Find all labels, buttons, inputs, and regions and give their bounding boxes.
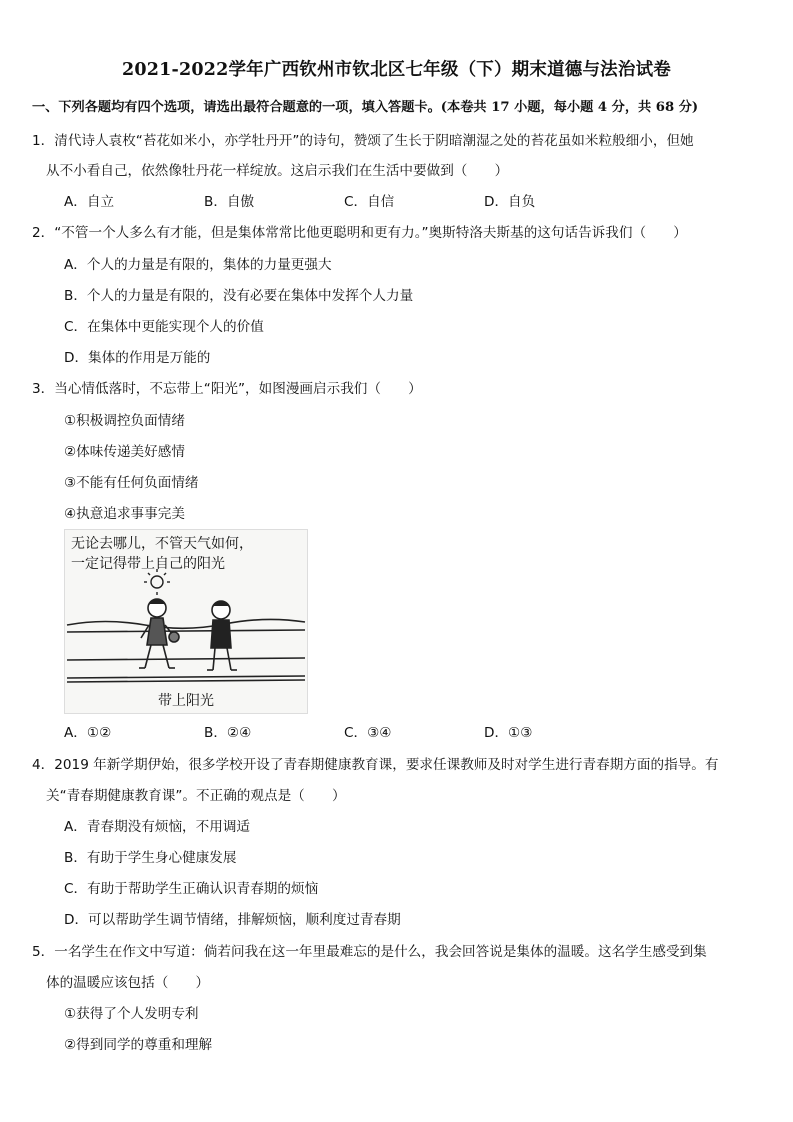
q3-item-2: ②体味传递美好感情 (64, 444, 185, 460)
q3-option-a[interactable]: A．①② (64, 725, 112, 741)
section-header: 一、下列各题均有四个选项，请选出最符合题意的一项，填入答题卡。(本卷共 17 小题，每小题 4 分，共 68 分) (32, 100, 699, 115)
standing-boy-figure (207, 601, 237, 670)
comic-caption-line2: 一定记得带上自己的阳光 (71, 556, 225, 572)
q1-options (64, 190, 624, 210)
q5-stem-line1: 5．一名学生在作文中写道：倘若问我在这一年里最难忘的是什么，我会回答说是集体的温暖。这名学生感受到集 (32, 944, 707, 960)
q3-item-4: ④执意追求事事完美 (64, 506, 185, 522)
comic-caption-line1: 无论去哪儿，不管天气如何， (71, 536, 253, 552)
q1-option-a[interactable]: A．自立 (64, 194, 115, 210)
q3-options (64, 721, 624, 741)
q4-stem-line2: 关“青春期健康教育课”。不正确的观点是（ ） (46, 788, 346, 804)
q3-option-d[interactable]: D．①③ (484, 725, 533, 741)
q1-option-c[interactable]: C．自信 (344, 194, 395, 210)
q4-option-d[interactable]: D．可以帮助学生调节情绪，排解烦恼，顺利度过青春期 (64, 912, 401, 928)
q2-option-c[interactable]: C．在集体中更能实现个人的价值 (64, 319, 264, 335)
q2-option-b[interactable]: B．个人的力量是有限的，没有必要在集体中发挥个人力量 (64, 288, 414, 304)
q4-option-b[interactable]: B．有助于学生身心健康发展 (64, 850, 237, 866)
q5-stem-line2: 体的温暖应该包括（ ） (46, 975, 210, 991)
q2-option-a[interactable]: A．个人的力量是有限的，集体的力量更强大 (64, 257, 332, 273)
comic-title: 带上阳光 (158, 693, 214, 709)
bridge-rail (67, 619, 305, 682)
comic-caption (71, 534, 253, 574)
walking-boy-figure (139, 599, 179, 668)
q1-stem-line2: 从不小看自己，依然像牡丹花一样绽放。这启示我们在生活中要做到（ ） (46, 163, 509, 179)
q3-item-3: ③不能有任何负面情绪 (64, 475, 199, 491)
q5-item-1: ①获得了个人发明专利 (64, 1006, 199, 1022)
q3-stem: 3．当心情低落时，不忘带上“阳光”，如图漫画启示我们（ ） (32, 381, 422, 397)
q4-option-c[interactable]: C．有助于帮助学生正确认识青春期的烦恼 (64, 881, 319, 897)
q1-stem-line1: 1．清代诗人袁枚“苔花如米小，亦学牡丹开”的诗句，赞颂了生长于阴暗潮湿之处的苔花虽如米粒般细小，但她 (32, 133, 694, 149)
q4-stem-line1: 4．2019 年新学期伊始，很多学校开设了青春期健康教育课，要求任课教师及时对学生进行青春期方面的指导。有 (32, 757, 719, 773)
q4-option-a[interactable]: A．青春期没有烦恼，不用调适 (64, 819, 251, 835)
q3-option-b[interactable]: B．②④ (204, 725, 252, 741)
q3-option-c[interactable]: C．③④ (344, 725, 392, 741)
q1-option-d[interactable]: D．自负 (484, 194, 536, 210)
q5-item-2: ②得到同学的尊重和理解 (64, 1037, 213, 1053)
page-title: 2021-2022学年广西钦州市钦北区七年级（下）期末道德与法治试卷 (122, 60, 671, 80)
q1-option-b[interactable]: B．自傲 (204, 194, 255, 210)
q2-stem: 2．“不管一个人多么有才能，但是集体常常比他更聪明和更有力。”奥斯特洛夫斯基的这句话告诉我们（ ） (32, 225, 687, 241)
q3-item-1: ①积极调控负面情绪 (64, 413, 185, 429)
sunshine-comic (64, 529, 308, 714)
q2-option-d[interactable]: D．集体的作用是万能的 (64, 350, 211, 366)
